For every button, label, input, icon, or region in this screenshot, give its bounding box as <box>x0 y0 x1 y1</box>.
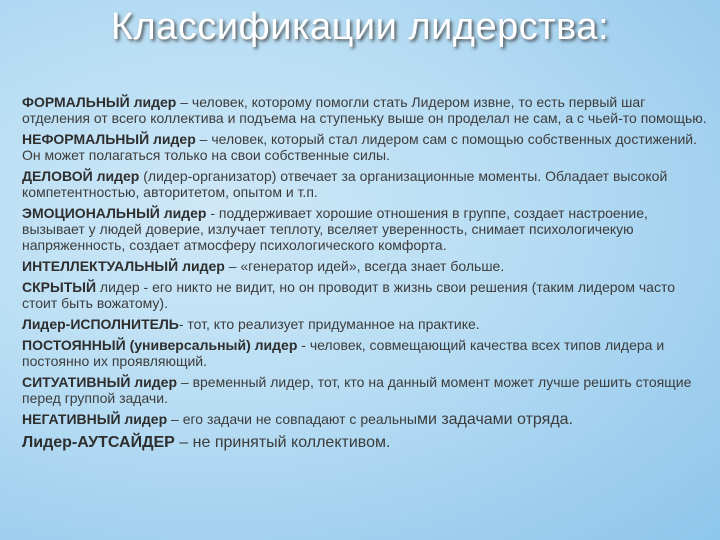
list-item-informal <box>22 131 712 163</box>
term: Лидер-ИСПОЛНИТЕЛЬ <box>22 316 179 332</box>
list-item-hidden <box>22 279 712 311</box>
description: – «генератор идей», всегда знает больше. <box>224 258 505 274</box>
description: лидер - его никто не видит, но он проводит в жизнь свои решения (таким лидером часто стоит быть вожатому). <box>22 279 675 311</box>
description: – не принятый коллективом. <box>174 434 391 451</box>
term: ИНТЕЛЛЕКТУАЛЬНЫЙ лидер <box>22 258 225 274</box>
description: – временный лидер, тот, кто на данный момент может лучше решить стоящие перед группой задачи. <box>22 374 692 406</box>
term: ФОРМАЛЬНЫЙ лидер <box>22 94 177 110</box>
list-item-executor <box>22 316 712 332</box>
term: ЭМОЦИОНАЛЬНЫЙ лидер <box>22 205 207 221</box>
description: - человек, совмещающий качества всех типов лидера и постоянно их проявляющий. <box>22 337 665 369</box>
term: НЕГАТИВНЫЙ лидер <box>22 411 168 427</box>
description-larger: ми задачами отряда. <box>416 411 573 428</box>
description: (лидер-организатор) отвечает за организационные моменты. Обладает высокой компетентностью, авторитетом, опытом и т.п. <box>22 168 668 200</box>
description: – человек, который стал лидером сам с помощью собственных достижений. Он может полагаться только на свои собственные силы. <box>22 131 697 163</box>
list-item-formal <box>22 94 712 126</box>
list-item-situational <box>22 374 712 406</box>
description: - поддерживает хорошие отношения в группе, создает настроение, вызывает у людей доверие, излучает теплоту, вселяет уверенность, снимает психологичекую напряженность, создает атмосферу психологического комфорта. <box>22 205 648 253</box>
term: СИТУАТИВНЫЙ лидер <box>22 374 178 390</box>
slide-title: Классификации лидерства: <box>110 6 610 48</box>
description: – его задачи не совпадают с реальны <box>167 411 417 427</box>
description: – человек, которому помогли стать Лидером извне, то есть первый шаг отделения от всего коллектива и подъема на ступеньку выше он проделал не сам, а с чьей-то помощью. <box>22 94 707 126</box>
term: ДЕЛОВОЙ лидер <box>22 168 140 184</box>
list-item-business <box>22 168 712 200</box>
term: Лидер-АУТСАЙДЕР <box>22 434 175 451</box>
term: ПОСТОЯННЫЙ (универсальный) лидер <box>22 337 298 353</box>
list-item-intellectual <box>22 258 712 274</box>
description: - тот, кто реализует придуманное на практике. <box>178 316 480 332</box>
term: СКРЫТЫЙ <box>22 279 97 295</box>
list-item-negative <box>22 411 712 428</box>
list-item-outsider <box>22 433 712 452</box>
list-item-emotional <box>22 205 712 253</box>
term: НЕФОРМАЛЬНЫЙ лидер <box>22 131 196 147</box>
classification-list <box>22 94 712 457</box>
list-item-permanent <box>22 337 712 369</box>
